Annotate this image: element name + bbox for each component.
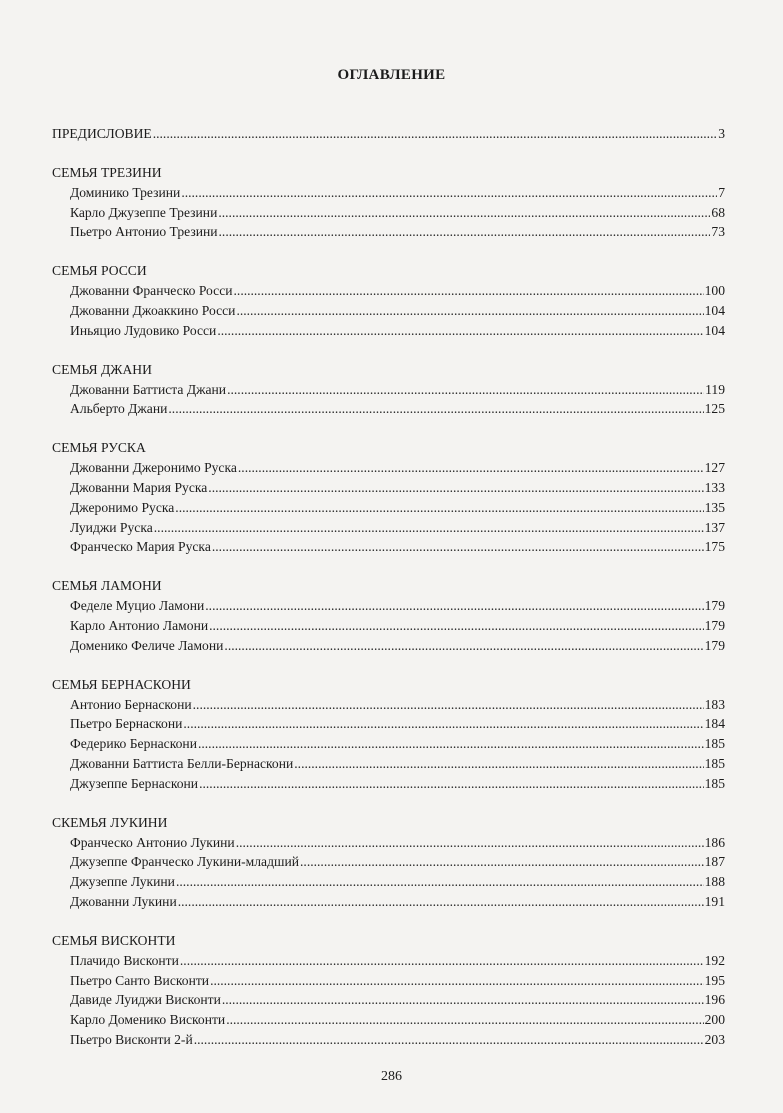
page-number: 286	[381, 1069, 402, 1084]
toc-entry	[52, 716, 725, 736]
toc-entry	[52, 303, 725, 323]
toc-entry-label: Карло Антонио Ламони	[70, 617, 209, 633]
toc-entry	[52, 835, 725, 855]
toc-entry-label: Джованни Мария Руска	[70, 479, 208, 495]
toc-entry-label: Джованни Лукини	[70, 893, 177, 909]
toc-entry-page: 3	[718, 126, 725, 141]
section-spacer	[52, 343, 725, 362]
toc-entry-label: Давиде Луиджи Висконти	[70, 992, 221, 1008]
section-spacer	[52, 146, 725, 165]
toc-entry-page: 196	[704, 992, 725, 1008]
toc-entry-label: Джузеппе Лукини	[70, 874, 175, 890]
toc-entry-page: 68	[711, 204, 725, 220]
toc-entry-label: Иньяцио Лудовико Росси	[70, 322, 217, 338]
dot-leader	[198, 736, 704, 752]
toc-entry	[52, 460, 725, 480]
section-heading: СЕМЬЯ ДЖАНИ	[52, 361, 152, 377]
toc-entry-label: Федерико Бернаскони	[70, 736, 197, 752]
toc-entry-page: 192	[704, 952, 725, 968]
toc-entry-label: Франческо Мария Руска	[70, 539, 211, 555]
toc-entry	[52, 638, 725, 658]
toc-entry-page: 7	[718, 184, 725, 200]
toc-entry-label: Карло Доменико Висконти	[70, 1012, 226, 1028]
dot-leader	[219, 224, 711, 240]
toc-entry	[52, 283, 725, 303]
toc-entry-page: 179	[704, 617, 725, 633]
toc-entry-page: 200	[704, 1012, 725, 1028]
dot-leader	[218, 205, 710, 221]
dot-leader	[212, 539, 704, 555]
dot-leader	[236, 835, 704, 851]
dot-leader	[154, 520, 704, 536]
toc-entry-page: 133	[704, 479, 725, 495]
toc-entry	[52, 520, 725, 540]
section-heading: СЕМЬЯ РУСКА	[52, 440, 146, 456]
toc-entry	[52, 224, 725, 244]
toc-entry	[52, 382, 725, 402]
toc-entry	[52, 736, 725, 756]
section-heading: СЕМЬЯ БЕРНАСКОНИ	[52, 676, 191, 692]
dot-leader	[175, 500, 703, 516]
toc-entry	[52, 401, 725, 421]
toc-entry-page: 104	[704, 322, 725, 338]
toc-entry	[52, 756, 725, 776]
dot-leader	[227, 382, 704, 398]
toc-entry-page: 73	[711, 224, 725, 240]
toc-entry-label: Франческо Антонио Лукини	[70, 834, 235, 850]
toc-entry-page: 104	[704, 302, 725, 318]
dot-leader	[300, 854, 704, 870]
section-spacer	[52, 244, 725, 263]
toc-entry-page: 188	[704, 874, 725, 890]
dot-leader	[224, 638, 703, 654]
toc-entry-label: Пьетро Антонио Трезини	[70, 224, 218, 240]
section-heading: СЕМЬЯ ВИСКОНТИ	[52, 932, 176, 948]
dot-leader	[226, 1012, 703, 1028]
toc-entry-page: 119	[705, 381, 725, 397]
dot-leader	[238, 460, 704, 476]
toc-entry-label: ПРЕДИСЛОВИЕ	[52, 126, 152, 141]
toc-entry	[52, 854, 725, 874]
dot-leader	[234, 283, 704, 299]
toc-entry-page: 195	[704, 972, 725, 988]
toc-entry-label: Джованни Джеронимо Руска	[70, 460, 237, 476]
section-heading: СЕМЬЯ РОССИ	[52, 263, 147, 279]
toc-entry-label: Пьетро Бернаскони	[70, 716, 183, 732]
toc-entry	[52, 973, 725, 993]
dot-leader	[222, 992, 704, 1008]
toc-entry-page: 187	[704, 854, 725, 870]
toc-entry	[52, 1012, 725, 1032]
toc-entry-page: 185	[704, 755, 725, 771]
dot-leader	[294, 756, 703, 772]
section-heading: СЕМЬЯ ЛАМОНИ	[52, 578, 162, 594]
dot-leader	[168, 401, 703, 417]
dot-leader	[194, 1032, 704, 1048]
section-spacer	[52, 559, 725, 578]
toc-entry-page: 125	[704, 401, 725, 417]
dot-leader	[209, 618, 703, 634]
toc-entry-label: Джованни Баттиста Белли-Бернаскони	[70, 755, 294, 771]
toc-entry-label: Джузеппе Франческо Лукини-младший	[70, 854, 300, 870]
dot-leader	[208, 480, 703, 496]
toc-entry-page: 127	[704, 460, 725, 476]
toc-entry	[52, 953, 725, 973]
toc-entry	[52, 205, 725, 225]
toc-entry-page: 137	[704, 519, 725, 535]
toc-entry-label: Плачидо Висконти	[70, 952, 179, 968]
toc-entry	[52, 539, 725, 559]
page-title: ОГЛАВЛЕНИЕ	[337, 67, 446, 83]
toc-entry-page: 185	[704, 736, 725, 752]
toc-entry-label: Феделе Муцио Ламони	[70, 598, 205, 614]
toc-entry-label: Джузеппе Бернаскони	[70, 775, 199, 791]
toc-entry-page: 203	[704, 1031, 725, 1047]
toc-entry-page: 183	[704, 696, 725, 712]
dot-leader	[210, 973, 704, 989]
toc-entry	[52, 697, 725, 717]
dot-leader	[180, 953, 704, 969]
toc-entry-page: 186	[704, 834, 725, 850]
toc-entry-page: 191	[704, 893, 725, 909]
toc-entry-label: Луиджи Руска	[70, 519, 153, 535]
toc-entry-label: Альберто Джани	[70, 401, 168, 417]
toc-entry-label: Джованни Джоаккино Росси	[70, 302, 236, 318]
toc-entry-label: Пьетро Висконти 2-й	[70, 1031, 193, 1047]
toc-entry	[52, 776, 725, 796]
table-of-contents	[52, 126, 725, 1052]
section-spacer	[52, 421, 725, 440]
section-spacer	[52, 914, 725, 933]
toc-entry-page: 100	[704, 283, 725, 299]
toc-entry-label: Джеронимо Руска	[70, 499, 175, 515]
dot-leader	[178, 894, 704, 910]
toc-entry	[52, 480, 725, 500]
toc-entry	[52, 1032, 725, 1052]
dot-leader	[176, 874, 704, 890]
dot-leader	[181, 185, 717, 201]
dot-leader	[199, 776, 704, 792]
toc-entry-label: Антонио Бернаскони	[70, 696, 192, 712]
dot-leader	[205, 598, 703, 614]
toc-entry	[52, 618, 725, 638]
dot-leader	[183, 716, 703, 732]
toc-entry-label: Доменико Феличе Ламони	[70, 637, 224, 653]
toc-entry-label: Доминико Трезини	[70, 184, 181, 200]
toc-entry	[52, 598, 725, 618]
toc-entry-page: 135	[704, 499, 725, 515]
toc-entry	[52, 992, 725, 1012]
toc-entry-page: 184	[704, 716, 725, 732]
toc-entry-preface	[52, 126, 725, 146]
toc-entry-label: Джованни Баттиста Джани	[70, 381, 227, 397]
toc-entry-label: Пьетро Санто Висконти	[70, 972, 210, 988]
section-heading: СЕМЬЯ ТРЕЗИНИ	[52, 164, 162, 180]
section-spacer	[52, 658, 725, 677]
toc-entry-label: Карло Джузеппе Трезини	[70, 204, 218, 220]
dot-leader	[217, 323, 703, 339]
toc-entry-page: 175	[704, 539, 725, 555]
toc-entry-page: 179	[704, 598, 725, 614]
toc-entry	[52, 874, 725, 894]
section-heading: СКЕМЬЯ ЛУКИНИ	[52, 814, 168, 830]
toc-entry	[52, 323, 725, 343]
dot-leader	[236, 303, 703, 319]
dot-leader	[153, 126, 717, 142]
section-spacer	[52, 796, 725, 815]
toc-entry	[52, 500, 725, 520]
toc-entry-page: 185	[704, 775, 725, 791]
toc-entry	[52, 185, 725, 205]
toc-entry	[52, 894, 725, 914]
toc-entry-label: Джованни Франческо Росси	[70, 283, 233, 299]
toc-entry-page: 179	[704, 637, 725, 653]
dot-leader	[193, 697, 704, 713]
